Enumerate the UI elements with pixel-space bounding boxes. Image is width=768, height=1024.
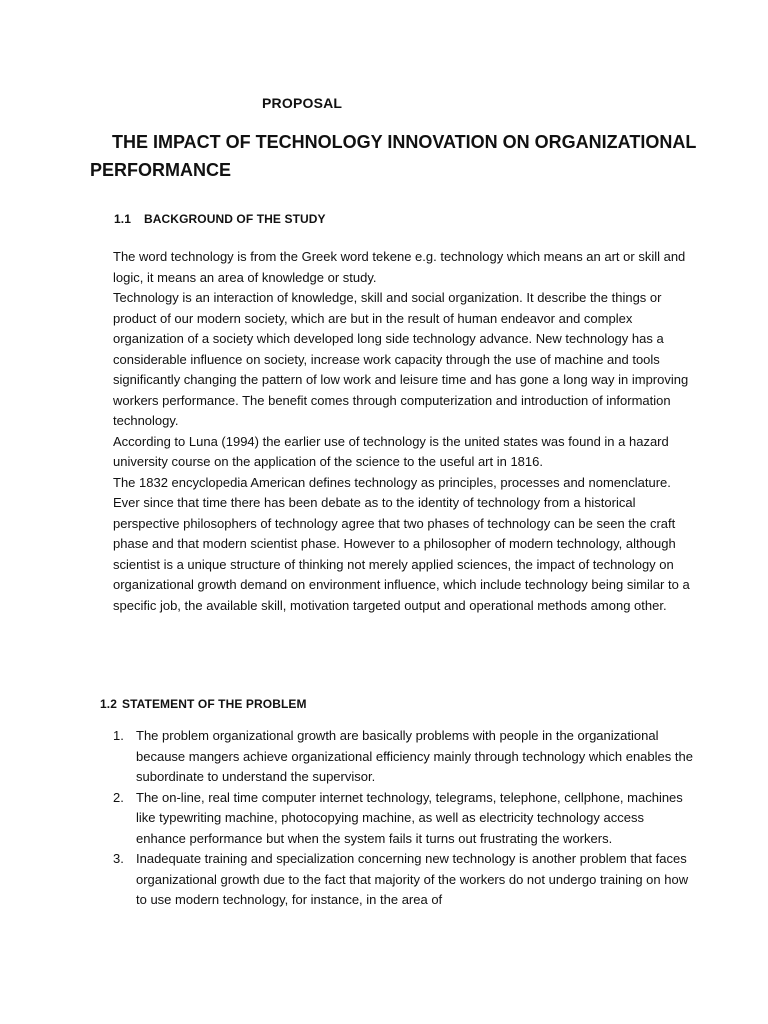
section-number: 1.1	[114, 212, 131, 226]
proposal-label: PROPOSAL	[262, 95, 343, 111]
paragraph: Ever since that time there has been debate as to the identity of technology from a historical perspective philosophers of technology agree that two phases of technology can be seen the craft phase and that modern scientist phase. However to a philosopher of modern technology, although scientist is a unique structure of thinking not merely applied sciences, the impact of technology on organizational growth demand on environment influence, which include technology being similar to a specific job, the available skill, motivation targeted output and operational methods among other.	[113, 495, 690, 613]
problem-list	[113, 726, 693, 911]
list-marker: 3.	[113, 851, 124, 866]
section-title: BACKGROUND OF THE STUDY	[144, 212, 326, 226]
paragraph: The word technology is from the Greek word tekene e.g. technology which means an art or skill and logic, it means an area of knowledge or study.	[113, 249, 686, 285]
background-body	[113, 247, 693, 616]
list-item	[113, 726, 693, 788]
list-marker: 2.	[113, 789, 124, 805]
paragraph: The 1832 encyclopedia American defines technology as principles, processes and nomenclature.	[113, 474, 671, 490]
section-heading-problem	[100, 697, 307, 711]
paragraph: Technology is an interaction of knowledge, skill and social organization. It describe the things or product of our modern society, which are but in the result of human endeavor and complex organization of a society which developed long side technology advance. New technology has a considerable influence on society, increase work capacity through the use of machine and tools significantly changing the pattern of low work and leisure time and has gone a long way in improving workers performance. The benefit comes through computerization and introduction of information technology.	[113, 290, 689, 428]
paragraph: According to Luna (1994) the earlier use of technology is the united states was found in a hazard university course on the application of the science to the useful art in 1816.	[113, 433, 669, 469]
section-title: STATEMENT OF THE PROBLEM	[122, 697, 307, 711]
list-item	[113, 849, 693, 911]
list-item-text: The problem organizational growth are basically problems with people in the organizational because mangers achieve organizational efficiency mainly through technology which enables the subordinate to understand the supervisor.	[136, 728, 693, 784]
list-item-text: Inadequate training and specialization concerning new technology is another problem that faces organizational growth due to the fact that majority of the workers do not undergo training on how to use modern technology, for instance, in the area of	[136, 851, 689, 907]
section-number: 1.2	[100, 697, 117, 711]
list-item	[113, 788, 693, 850]
list-item-text: The on-line, real time computer internet technology, telegrams, telephone, cellphone, machines like typewriting machine, photocopying machine, as well as electricity technology access enhance performance but when the system fails it turns out frustrating the workers.	[136, 789, 683, 846]
document-title: THE IMPACT OF TECHNOLOGY INNOVATION ON ORGANIZATIONAL PERFORMANCE	[90, 132, 696, 180]
list-marker: 1.	[113, 728, 124, 743]
section-heading-background	[114, 212, 326, 226]
